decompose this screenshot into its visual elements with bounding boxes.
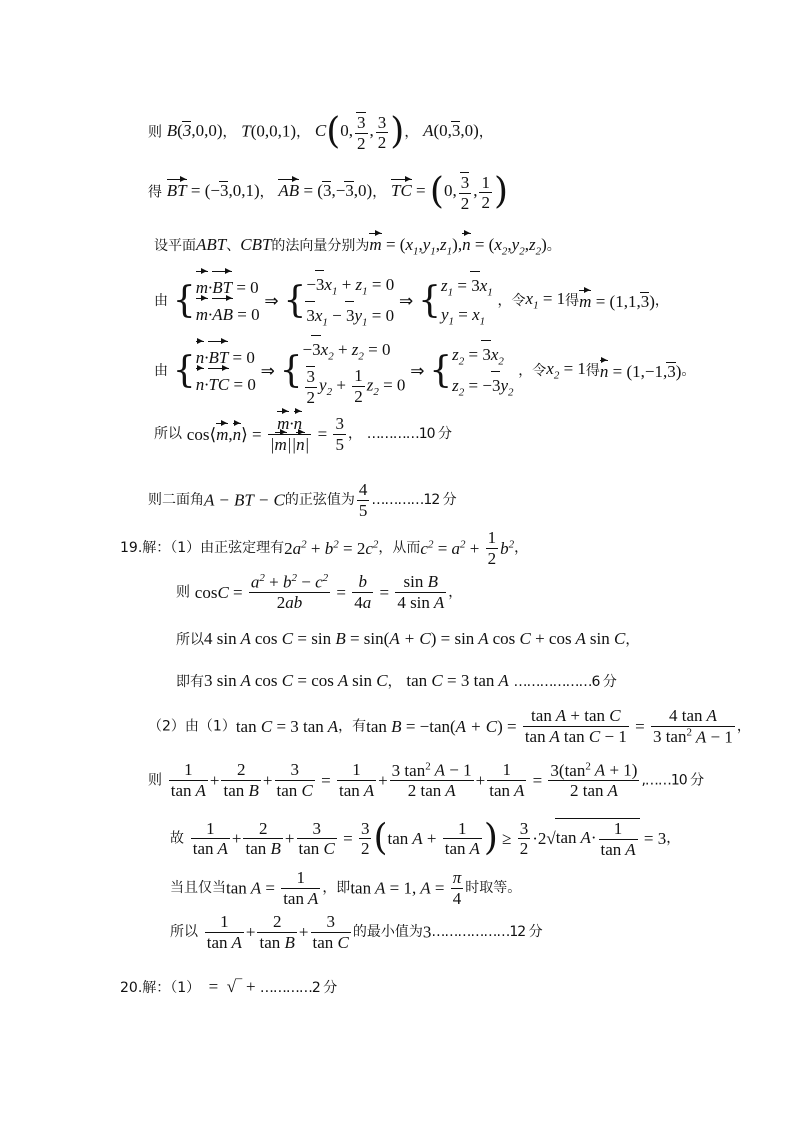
q19-part2-line1: （2）由（1）tan C = 3 tan A，有tan B = −tan(A + C) = $\frac{\text{tan A + tan C}}{\text{tan A tan C − 1}}$ = $\frac{\text{4 tan A}}{3 \tan^2 A - 1}$ ， <box>148 706 751 747</box>
text-then: 则 <box>148 124 162 141</box>
vector-ab: AB = (3,−3,0) <box>278 181 373 201</box>
vector-bt: BT = (−3,0,1) <box>166 181 260 201</box>
q19-part2-line2: 则 $\frac{1}{\text{tan A}}$ + $\frac{2}{\text{tan B}}$ + $\frac{3}{\text{tan C}}$ = $\frac{1}{\text{tan A}}$ + $\frac{3 \tan^2 A - 1}{\text{2 tan A}}$ + $\frac{1}{\text{tan A}}$ = $\frac{3(\tan^2 A + 1)}{\text{2 tan A}}$ ,……10 分 <box>148 760 704 801</box>
score-6: ………………6 分 <box>513 674 616 690</box>
point-t: T(0,0,1) <box>241 121 297 141</box>
score-12: …………12 分 <box>371 492 456 509</box>
line-system-n: 由 { n·BT = 0 n·TC = 0 ⇒ { $-3x_2 + z_2 = 0$ $\frac{3}{2}$ $y_2$ + $\frac{1}{2}$ $z_2 = 0$ ⇒ { $z_2 = 3x_2$ $z_2 = -3y_2$ ，令$x_2 = 1$得n = (1,−1,3)。 <box>154 335 695 407</box>
q19-line1: 19.解：（1）由正弦定理有$2a^2 + b^2 = 2c^2$，从而$c^2 = a^2$ + $\frac{1}{2}$ $b^2$， <box>120 528 529 568</box>
line-dihedral: 则二面角A − BT − C的正弦值为 $\frac{4}{5}$ …………12 分 <box>148 480 456 520</box>
text-get: 得 <box>148 184 162 201</box>
q19-line4: 即有3 sin A cos C = cos A sin C， tan C = 3 tan A ………………6 分 <box>176 671 616 690</box>
line-system-m: 由 { m·BT = 0 m·AB = 0 ⇒ { $-3x_1 + z_1 = 0$ $3x_1 - 3y_1 = 0$ ⇒ { $z_1 = 3x_1$ $y_1 = x_1$ ，令$x_1 = 1$得m = (1,1,3)， <box>154 270 669 332</box>
q19-part2-line4: 当且仅当tan A = $\frac{1}{\text{tan A}}$ ，即tan A = 1, A = $\frac{\pi}{4}$ 时取等。 <box>170 868 522 908</box>
line-points: 则 B(3,0,0)， T(0,0,1)， C(0, $\frac{3}{2}$ , $\frac{3}{2}$ )， A(0,3,0)， <box>148 111 493 153</box>
vector-tc: TC = (0, $\frac{3}{2}$ , $\frac{1}{2}$ ) <box>391 171 508 213</box>
score-10: …………10 分 <box>366 426 451 443</box>
line-cosine: 所以 cos⟨m,n⟩ = $\frac{m\cdot n}{|m||n|}$ = $\frac{3}{5}$ ， …………10 分 <box>154 414 451 454</box>
line-vectors: 得 BT = (−3,0,1)， AB = (3,−3,0)， TC = (0, $\frac{3}{2}$ , $\frac{1}{2}$ ) <box>148 171 508 213</box>
point-b: B(3,0,0) <box>166 121 223 141</box>
q19-line2: 则 cosC = $\frac{a^2 + b^2 - c^2}{2ab}$ = $\frac{b}{4a}$ = $\frac{\text{sin B}}{\text{4 sin A}}$ ， <box>176 572 463 613</box>
score-10b: ,……10 分 <box>641 772 704 789</box>
q20-line1: 20.解：（1） = √‾ + …………2 分 <box>120 977 337 996</box>
line-normals: 设平面ABT、CBT的法向量分别为$m = (x_1,y_1,z_1),n = (x_2,y_2,z_2)$。 <box>154 235 561 258</box>
point-c: C(0, $\frac{3}{2}$ , $\frac{3}{2}$ ) <box>314 111 405 153</box>
point-a: A(0,3,0) <box>423 121 479 141</box>
q19-line3: 所以4 sin A cos C = sin B = sin(A + C) = sin A cos C + cos A sin C， <box>176 629 640 648</box>
q19-part2-line3: 故 $\frac{1}{\text{tan A}}$ + $\frac{2}{\text{tan B}}$ + $\frac{3}{\text{tan C}}$ = $\frac{3}{2}$ (tan A + $\frac{1}{\text{tan A}}$ ) ≥ $\frac{3}{2}$ ·2√tan A· $\frac{1}{\text{tan A}}$ = 3， <box>170 817 681 859</box>
score-12b: ………………12 分 <box>431 924 542 941</box>
q19-part2-line5: 所以 $\frac{1}{\text{tan A}}$ + $\frac{2}{\text{tan B}}$ + $\frac{3}{\text{tan C}}$ 的最小值为3………………12 分 <box>170 912 542 952</box>
score-2: …………2 分 <box>259 980 337 996</box>
